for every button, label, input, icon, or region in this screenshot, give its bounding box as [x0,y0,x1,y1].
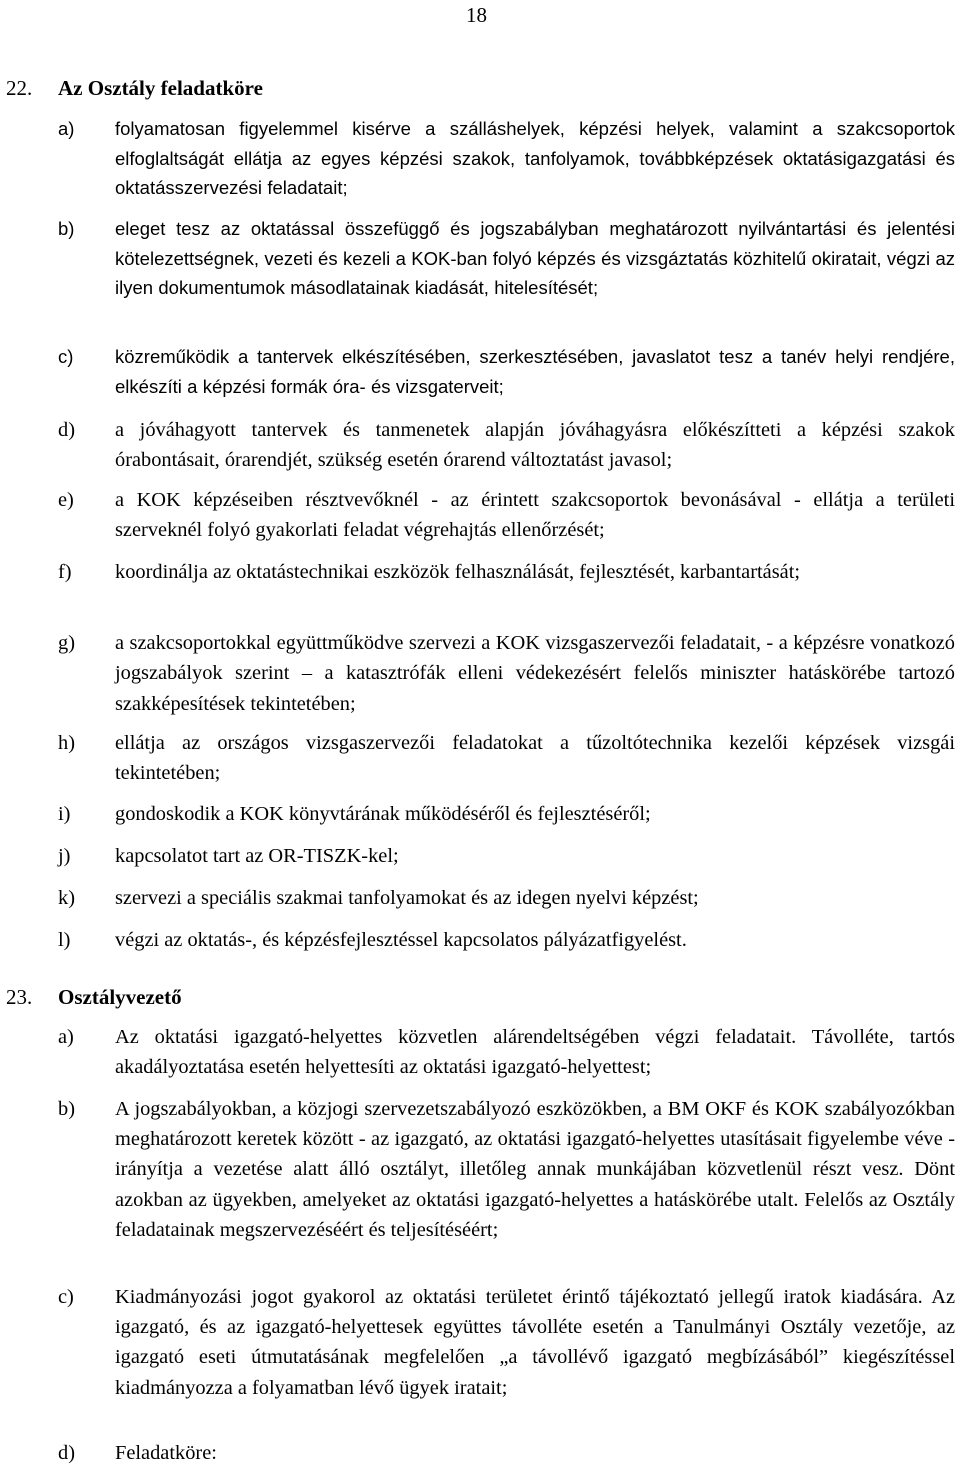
section-title: Osztályvezető [58,985,182,1009]
item-letter: c) [58,346,74,367]
item-letter: i) [58,803,71,825]
item-text: közreműködik a tantervek elkészítésében, szerkesztésében, javaslatot tesz a tanév helyi rendjére, elkészíti a képzési formák óra- és vizsgaterveit; [115,346,955,397]
item-letter: l) [58,929,71,951]
item-text: szervezi a speciális szakmai tanfolyamokat és az idegen nyelvi képzést; [115,887,699,909]
item-letter: a) [58,1026,74,1048]
item-text: végzi az oktatás-, és képzésfejlesztéssel kapcsolatos pályázatfigyelést. [115,929,687,951]
item-text: kapcsolatot tart az OR-TISZK-kel; [115,845,399,867]
item-letter: a) [58,118,75,139]
item-text: koordinálja az oktatástechnikai eszközök felhasználását, fejlesztését, karbantartását; [115,561,801,583]
item-text: A jogszabályokban, a közjogi szervezetszabályozó eszközökben, a BM OKF és KOK szabályozókban meghatározott keretek között - az igazgató, az oktatási igazgató-helyettes utasításait figyelembe véve - irányítja a vezetése alatt álló osztályt, illetőleg annak munkájában közvetlenül részt vesz. Dönt azokban az ügyekben, amelyeket az oktatási igazgató-helyettes a hatáskörébe utalt. Felelős az Osztály feladatainak megszervezéséért és teljesítéséért; [115,1098,955,1241]
item-letter: j) [58,845,71,867]
item-letter: b) [58,218,75,239]
item-letter: d) [58,419,75,441]
item-letter: b) [58,1098,75,1120]
item-text: a szakcsoportokkal együttműködve szervezi a KOK vizsgaszervezői feladatait, - a képzésre vonatkozó jogszabályok szerint – a katasztrófák elleni védekezésért felelős miniszter hatáskörébe tartozó szakképesítések tekintetében; [115,632,955,715]
item-text: a jóváhagyott tantervek és tanmenetek alapján jóváhagyásra előkészítteti a képzési szakok órabontásait, órarendjét, szükség esetén órarend változtatást javasol; [115,419,955,472]
item-text: a KOK képzéseiben résztvevőknél - az érintett szakcsoportok bevonásával - ellátja a területi szerveknél folyó gyakorlati feladat végrehajtás ellenőrzését; [115,489,955,542]
item-letter: k) [58,887,75,909]
page-number: 18 [466,3,487,27]
item-letter: d) [58,1442,75,1464]
item-letter: f) [58,561,72,583]
section-title: Az Osztály feladatköre [58,76,263,100]
item-text: Az oktatási igazgató-helyettes közvetlen alárendeltségében végzi feladatait. Távolléte, tartós akadályoztatása esetén helyettesíti az oktatási igazgató-helyettest; [115,1026,955,1079]
item-text: gondoskodik a KOK könyvtárának működéséről és fejlesztéséről; [115,803,651,825]
item-text: ellátja az országos vizsgaszervezői feladatokat a tűzoltótechnika kezelői képzések vizsgái tekintetében; [115,732,955,785]
item-letter: e) [58,489,74,511]
item-letter: h) [58,732,75,754]
item-text: Feladatköre: [115,1442,217,1464]
item-text: folyamatosan figyelemmel kisérve a szálláshelyek, képzési helyek, valamint a szakcsoportok elfoglaltságát ellátja az egyes képzési szakok, tanfolyamok, továbbképzések oktatásigazgatási és oktatásszervezési feladatait; [115,118,955,199]
item-letter: g) [58,632,75,654]
item-text: eleget tesz az oktatással összefüggő és jogszabályban meghatározott nyilvántartási és jelentési kötelezettségnek, vezeti és kezeli a KOK-ban folyó képzés és vizsgáztatás közhitelű okiratait, végzi az ilyen dokumentumok másodlatainak kiadását, hitelesítését; [115,218,955,299]
item-text: Kiadmányozási jogot gyakorol az oktatási területet érintő tájékoztató jellegű iratok kiadására. Az igazgató, és az igazgató-helyettesek együttes távolléte esetén a Tanulmányi Osztály vezetője, az igazgató eseti útmutatásának megfelelően „a távollévő igazgató megbízásából” kiegészítéssel kiadmányozza a folyamatban lévő ügyek iratait; [115,1286,955,1399]
item-letter: c) [58,1286,74,1308]
section-number: 23. [6,985,33,1009]
section-number: 22. [6,76,33,100]
